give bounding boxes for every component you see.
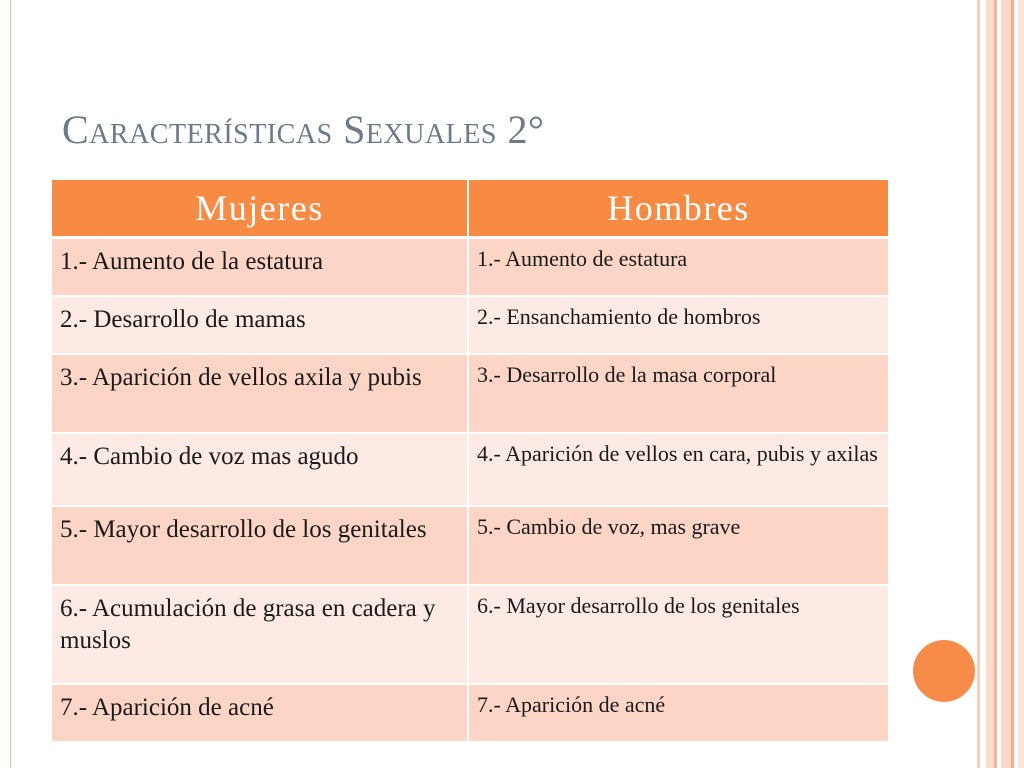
- characteristics-table: [52, 180, 888, 743]
- women-cell: 7.- Aparición de acné: [52, 684, 468, 742]
- table-row: [52, 296, 888, 354]
- header-men: Hombres: [468, 180, 888, 238]
- table-row: [52, 585, 888, 684]
- decorative-orange-circle: [913, 640, 975, 702]
- table-header-row: [52, 180, 888, 238]
- men-cell: 3.- Desarrollo de la masa corporal: [468, 354, 888, 433]
- header-women: Mujeres: [52, 180, 468, 238]
- men-cell: 2.- Ensanchamiento de hombros: [468, 296, 888, 354]
- men-cell: 6.- Mayor desarrollo de los genitales: [468, 585, 888, 684]
- table-row: [52, 684, 888, 742]
- women-cell: 4.- Cambio de voz mas agudo: [52, 433, 468, 506]
- decorative-stripe: [1001, 0, 1011, 768]
- men-cell: 7.- Aparición de acné: [468, 684, 888, 742]
- women-cell: 1.- Aumento de la estatura: [52, 238, 468, 297]
- slide-left-border: [10, 0, 11, 768]
- table-row: [52, 238, 888, 297]
- table-row: [52, 433, 888, 506]
- men-cell: 1.- Aumento de estatura: [468, 238, 888, 297]
- decorative-stripe: [1018, 0, 1024, 768]
- women-cell: 3.- Aparición de vellos axila y pubis: [52, 354, 468, 433]
- decorative-stripe: [994, 0, 997, 768]
- women-cell: 5.- Mayor desarrollo de los genitales: [52, 506, 468, 585]
- decorative-stripe: [986, 0, 994, 768]
- table-row: [52, 506, 888, 585]
- table-row: [52, 354, 888, 433]
- women-cell: 6.- Acumulación de grasa en cadera y muslos: [52, 585, 468, 684]
- decorative-stripe: [1011, 0, 1014, 768]
- decorative-stripe: [977, 0, 980, 768]
- men-cell: 5.- Cambio de voz, mas grave: [468, 506, 888, 585]
- men-cell: 4.- Aparición de vellos en cara, pubis y axilas: [468, 433, 888, 506]
- slide-title: Características Sexuales 2°: [62, 107, 545, 152]
- women-cell: 2.- Desarrollo de mamas: [52, 296, 468, 354]
